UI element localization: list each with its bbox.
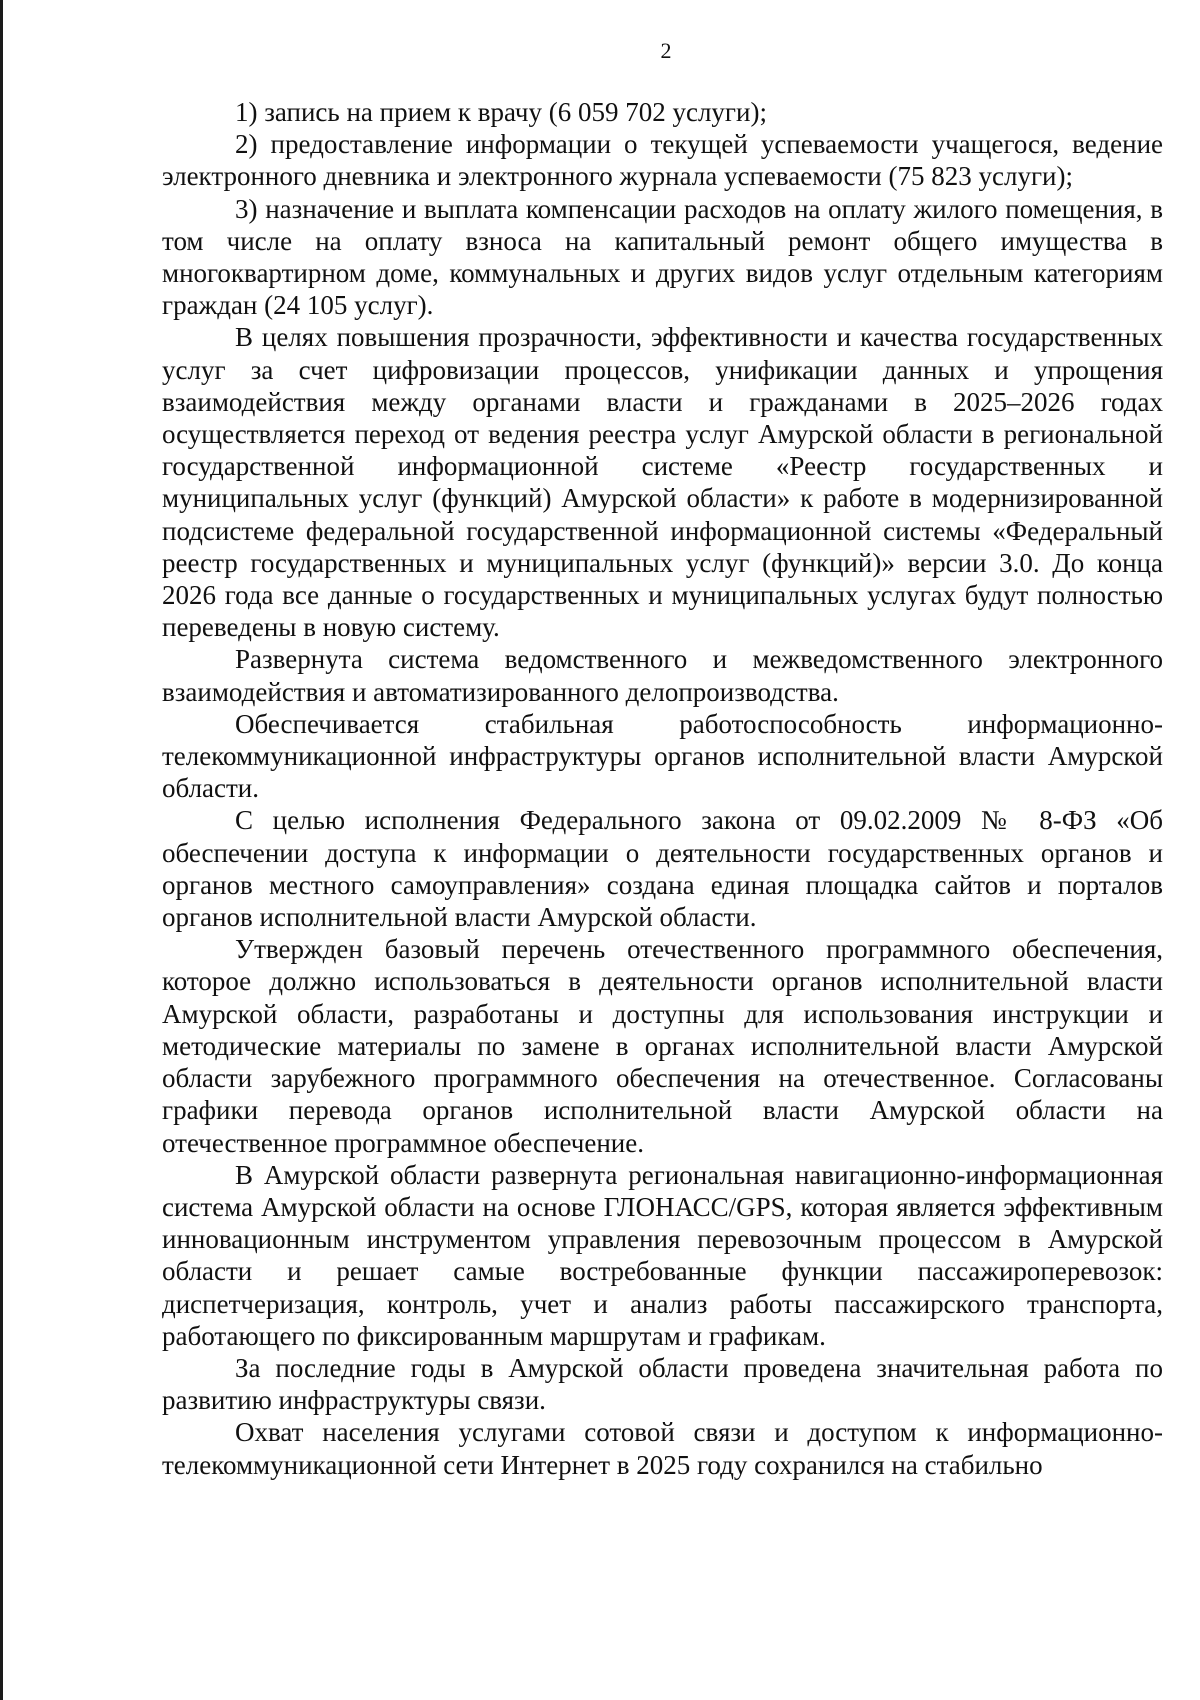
- paragraph-services-registry: В целях повышения прозрачности, эффективности и качества государственных услуг за счет цифровизации процессов, унификации данных и упрощения взаимодействия между органами власти и гражданами в 2025–2026 годах осуществляется переход от ведения реестра услуг Амурской области в региональной государственной информационной системе «Реестр государственных и муниципальных услуг (функций) Амурской области» к работе в модернизированной подсистеме федеральной государственной информационной системы «Федеральный реестр государственных и муниципальных услуг (функций)» версии 3.0. До конца 2026 года все данные о государственных и муниципальных услугах будут полностью переведены в новую систему.: [162, 322, 1163, 643]
- paragraph-communications-infrastructure: За последние годы в Амурской области проведена значительная работа по развитию инфраструктуры связи.: [162, 1352, 1163, 1416]
- list-item-doctor-appointment: 1) запись на прием к врачу (6 059 702 услуги);: [235, 97, 767, 127]
- document-body: [162, 96, 1163, 1481]
- paragraph-navigation-system: В Амурской области развернута региональная навигационно-информационная система Амурской области на основе ГЛОНАСС/GPS, которая является эффективным инновационным инструментом управления перевозочным процессом в Амурской области и решает самые востребованные функции пассажироперевозок: диспетчеризация, контроль, учет и анализ работы пассажирского транспорта, работающего по фиксированным маршрутам и графикам.: [162, 1159, 1163, 1351]
- paragraph-internet-coverage: Охват населения услугами сотовой связи и доступом к информационно-телекоммуникационной сети Интернет в 2025 году сохранился на стабильно: [162, 1417, 1163, 1480]
- paragraph-federal-law: С целью исполнения Федерального закона от 09.02.2009 № 8-ФЗ «Об обеспечении доступа к информации о деятельности государственных органов и органов местного самоуправления» создана единая площадка сайтов и порталов органов исполнительной власти Амурской области.: [162, 805, 1163, 933]
- paragraph-domestic-software: Утвержден базовый перечень отечественного программного обеспечения, которое должно использоваться в деятельности органов исполнительной власти Амурской области, разработаны и доступны для использования инструкции и методические материалы по замене в органах исполнительной власти Амурской области зарубежного программного обеспечения на отечественное. Согласованы графики перевода органов исполнительной власти Амурской области на отечественное программное обеспечение.: [162, 934, 1163, 1158]
- list-item-student-progress: 2) предоставление информации о текущей успеваемости учащегося, ведение электронного дневника и электронного журнала успеваемости (75 823 услуги);: [162, 129, 1163, 192]
- paragraph-infrastructure-stability: Обеспечивается стабильная работоспособность информационно-телекоммуникационной инфраструктуры органов исполнительной власти Амурской области.: [162, 708, 1163, 804]
- list-item-housing-compensation: 3) назначение и выплата компенсации расходов на оплату жилого помещения, в том числе на оплату взноса на капитальный ремонт общего имущества в многоквартирном доме, коммунальных и других видов услуг отдельным категориям граждан (24 105 услуг).: [162, 193, 1163, 321]
- page-number: 2: [660, 38, 672, 63]
- paragraph-electronic-interaction: Развернута система ведомственного и межведомственного электронного взаимодействия и автоматизированного делопроизводства.: [162, 644, 1163, 707]
